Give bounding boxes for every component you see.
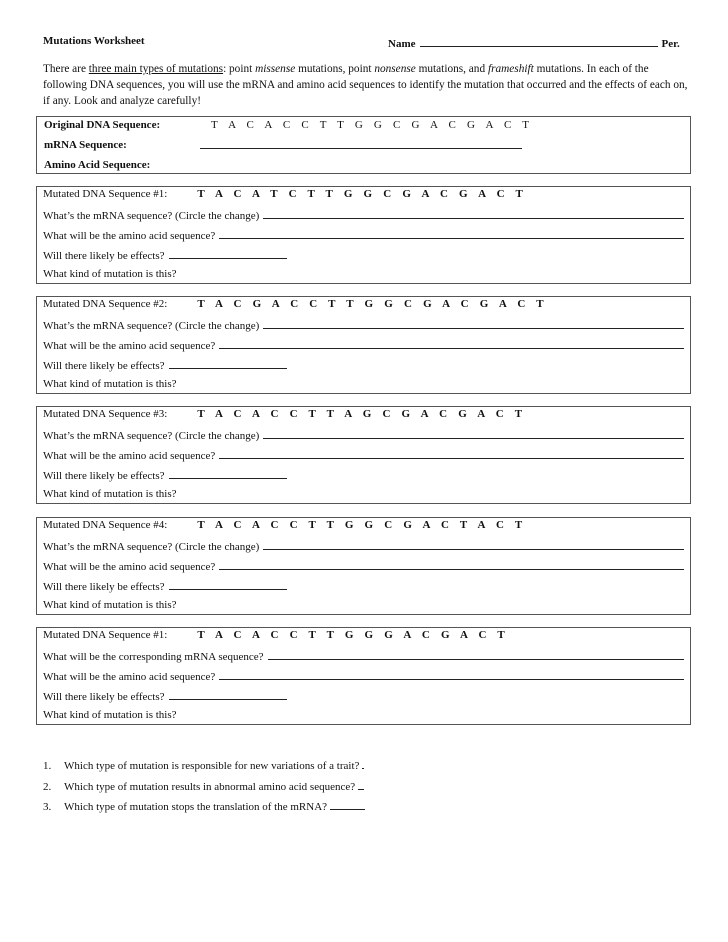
question-text: Will there likely be effects? — [43, 250, 165, 262]
kind-question — [43, 378, 684, 392]
mutation-label: Mutated DNA Sequence #4: — [43, 519, 168, 531]
question-number: 2. — [43, 780, 52, 793]
question-text: What’s the mRNA sequence? (Circle the change) — [43, 320, 260, 332]
amino-question — [43, 669, 684, 683]
intro-text: mutations. In each of the following DNA sequences, you will use the mRNA and amino acid sequences to identify the mutation that occurred and the effects of each on, if any. Look and analyze carefully! — [43, 63, 688, 107]
intro-underlined: three main types of mutations — [88, 63, 224, 75]
question-text: Will there likely be effects? — [43, 581, 165, 593]
mutation-header — [43, 519, 684, 533]
term-missense: missense — [255, 63, 296, 75]
answer-field[interactable] — [362, 758, 364, 769]
answer-field[interactable] — [219, 669, 684, 680]
intro-text: mutations, point — [295, 63, 375, 75]
question-text: Which type of mutation results in abnormal amino acid sequence? — [64, 780, 356, 793]
mrna-question — [43, 208, 684, 222]
mutation-label: Mutated DNA Sequence #2: — [43, 298, 168, 310]
mutation-box-5 — [36, 627, 691, 725]
effects-question — [43, 579, 684, 593]
question-text: What kind of mutation is this? — [43, 378, 177, 390]
mrna-question — [43, 428, 684, 442]
review-question-2 — [43, 779, 365, 800]
effects-question — [43, 358, 684, 372]
original-sequence-box — [36, 116, 691, 174]
mutation-box-2 — [36, 296, 691, 394]
period-label: Per. — [661, 38, 680, 50]
review-questions — [43, 758, 365, 820]
name-period-row — [388, 35, 680, 50]
original-dna-sequence: T A C A C C T T G G C G A C G A C T — [211, 119, 534, 131]
mrna-question — [43, 318, 684, 332]
mutation-label: Mutated DNA Sequence #1: — [43, 629, 168, 641]
review-question-3 — [43, 799, 365, 820]
mutation-header — [43, 408, 684, 422]
amino-question — [43, 448, 684, 462]
answer-field[interactable] — [169, 689, 287, 700]
kind-question — [43, 599, 684, 613]
intro-text: There are — [43, 63, 89, 75]
name-field[interactable] — [420, 35, 658, 47]
mutation-box-1 — [36, 186, 691, 284]
review-question-1 — [43, 758, 365, 779]
question-text: What will be the amino acid sequence? — [43, 340, 216, 352]
answer-field[interactable] — [219, 338, 684, 349]
answer-field[interactable] — [268, 649, 684, 660]
amino-question — [43, 338, 684, 352]
question-text: What’s the mRNA sequence? (Circle the change) — [43, 541, 260, 553]
question-text: Which type of mutation is responsible for new variations of a trait? — [64, 760, 360, 772]
question-text: Which type of mutation stops the translation of the mRNA? — [64, 801, 328, 813]
kind-question — [43, 268, 684, 282]
answer-field[interactable] — [219, 559, 684, 570]
mutation-header — [43, 629, 684, 643]
question-text: What kind of mutation is this? — [43, 599, 177, 611]
answer-field[interactable] — [263, 428, 684, 439]
answer-field[interactable] — [169, 579, 287, 590]
question-text: Will there likely be effects? — [43, 691, 165, 703]
intro-text: : point — [223, 63, 256, 75]
question-number: 3. — [43, 801, 52, 813]
answer-field[interactable] — [169, 248, 287, 259]
mrna-answer-field[interactable] — [200, 148, 522, 149]
mutation-header — [43, 188, 684, 202]
effects-question — [43, 468, 684, 482]
question-text: What’s the mRNA sequence? (Circle the change) — [43, 210, 260, 222]
mutation-label: Mutated DNA Sequence #1: — [43, 188, 168, 200]
kind-question — [43, 488, 684, 502]
amino-acid-label: Amino Acid Sequence: — [44, 159, 151, 171]
question-text: What will be the corresponding mRNA sequence? — [43, 651, 264, 663]
mrna-question — [43, 649, 684, 663]
intro-paragraph — [43, 61, 688, 109]
name-label: Name — [388, 38, 416, 50]
question-text: What will be the amino acid sequence? — [43, 230, 216, 242]
answer-field[interactable] — [358, 779, 364, 790]
mutation-box-3 — [36, 406, 691, 504]
mutation-sequence: T A C A C C T T A G C G A C G A C T — [197, 408, 527, 420]
mutation-box-4 — [36, 517, 691, 615]
question-text: What kind of mutation is this? — [43, 268, 177, 280]
question-text: Will there likely be effects? — [43, 360, 165, 372]
answer-field[interactable] — [169, 358, 287, 369]
amino-question — [43, 228, 684, 242]
mrna-question — [43, 539, 684, 553]
mutation-header — [43, 298, 684, 312]
mutation-sequence: T A C A C C T T G G G A C G A C T — [197, 629, 509, 641]
question-number: 1. — [43, 760, 52, 772]
answer-field[interactable] — [263, 208, 684, 219]
question-text: What’s the mRNA sequence? (Circle the change) — [43, 430, 260, 442]
question-text: What kind of mutation is this? — [43, 488, 177, 500]
worksheet-header — [43, 35, 712, 51]
worksheet-title: Mutations Worksheet — [43, 35, 145, 47]
answer-field[interactable] — [219, 448, 684, 459]
term-frameshift: frameshift — [487, 63, 534, 75]
answer-field[interactable] — [263, 539, 684, 550]
term-nonsense: nonsense — [374, 63, 416, 75]
amino-question — [43, 559, 684, 573]
answer-field[interactable] — [330, 799, 365, 810]
question-text: Will there likely be effects? — [43, 470, 165, 482]
mrna-label: mRNA Sequence: — [44, 139, 127, 151]
mutation-sequence: T A C A C C T T G G C G A C T A C T — [197, 519, 527, 531]
question-text: What will be the amino acid sequence? — [43, 450, 216, 462]
question-text: What kind of mutation is this? — [43, 709, 177, 721]
intro-text: mutations, and — [415, 63, 488, 75]
answer-field[interactable] — [169, 468, 287, 479]
answer-field[interactable] — [263, 318, 684, 329]
mutation-label: Mutated DNA Sequence #3: — [43, 408, 168, 420]
question-text: What will be the amino acid sequence? — [43, 561, 216, 573]
mutation-sequence: T A C G A C C T T G G C G A C G A C T — [197, 298, 548, 310]
effects-question — [43, 248, 684, 262]
effects-question — [43, 689, 684, 703]
question-text: What will be the amino acid sequence? — [43, 671, 216, 683]
mutation-sequence: T A C A T C T T G G C G A C G A C T — [197, 188, 528, 200]
kind-question — [43, 709, 684, 723]
answer-field[interactable] — [219, 228, 684, 239]
original-dna-label: Original DNA Sequence: — [44, 119, 161, 131]
